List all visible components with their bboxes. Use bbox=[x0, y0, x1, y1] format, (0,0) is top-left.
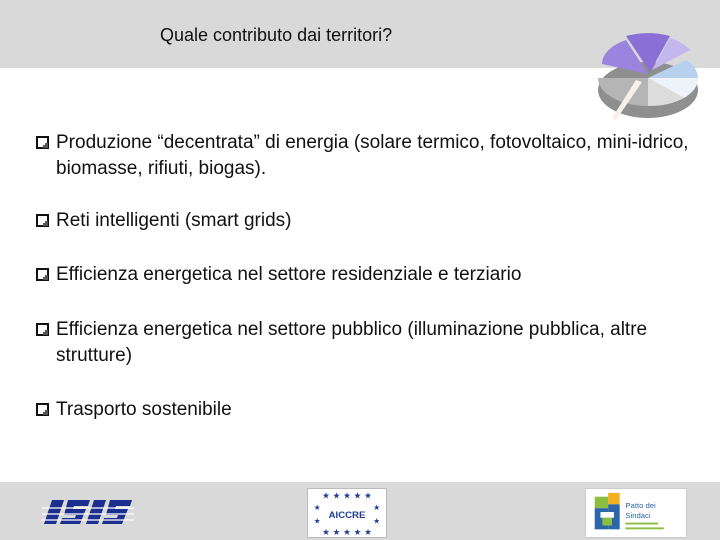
svg-text:★: ★ bbox=[373, 516, 381, 526]
bullet-item-trasporto bbox=[36, 397, 706, 423]
bullet-text: Reti intelligenti (smart grids) bbox=[56, 210, 292, 231]
aiccre-logo-icon bbox=[307, 488, 387, 538]
bullet-text: Trasporto sostenibile bbox=[56, 399, 232, 420]
checkbox-bullet-icon bbox=[36, 136, 49, 149]
svg-text:Sindaci: Sindaci bbox=[625, 510, 651, 520]
bullet-item-efficienza-pubblico bbox=[36, 317, 706, 369]
svg-text:★: ★ bbox=[313, 503, 321, 513]
checkbox-bullet-icon bbox=[36, 403, 49, 416]
patto-sindaci-logo-icon bbox=[585, 488, 687, 538]
bullet-item-efficienza-residenziale bbox=[36, 262, 706, 288]
bullet-text: Efficienza energetica nel settore pubblico (illuminazione pubblica, altre strutture) bbox=[56, 319, 648, 366]
svg-text:★: ★ bbox=[313, 516, 321, 526]
checkbox-bullet-icon bbox=[36, 323, 49, 336]
svg-text:★: ★ bbox=[373, 503, 381, 513]
svg-text:AICCRE: AICCRE bbox=[328, 509, 366, 521]
svg-text:★ ★ ★ ★ ★: ★ ★ ★ ★ ★ bbox=[322, 491, 372, 502]
bullet-item-produzione bbox=[36, 130, 706, 182]
checkbox-bullet-icon bbox=[36, 214, 49, 227]
isis-logo-icon bbox=[42, 496, 134, 528]
svg-text:★ ★ ★ ★ ★: ★ ★ ★ ★ ★ bbox=[322, 528, 372, 538]
slide-title: Quale contributo dai territori? bbox=[160, 25, 393, 45]
bullet-text: Efficienza energetica nel settore residenziale e terziario bbox=[56, 264, 522, 285]
bullet-text: Produzione “decentrata” di energia (solare termico, fotovoltaico, mini-idrico, biomasse, rifiuti, biogas). bbox=[56, 132, 689, 179]
svg-text:Patto dei: Patto dei bbox=[625, 501, 656, 511]
bullet-item-reti bbox=[36, 208, 706, 234]
checkbox-bullet-icon bbox=[36, 268, 49, 281]
pie-chart-graphic-icon bbox=[586, 28, 706, 120]
